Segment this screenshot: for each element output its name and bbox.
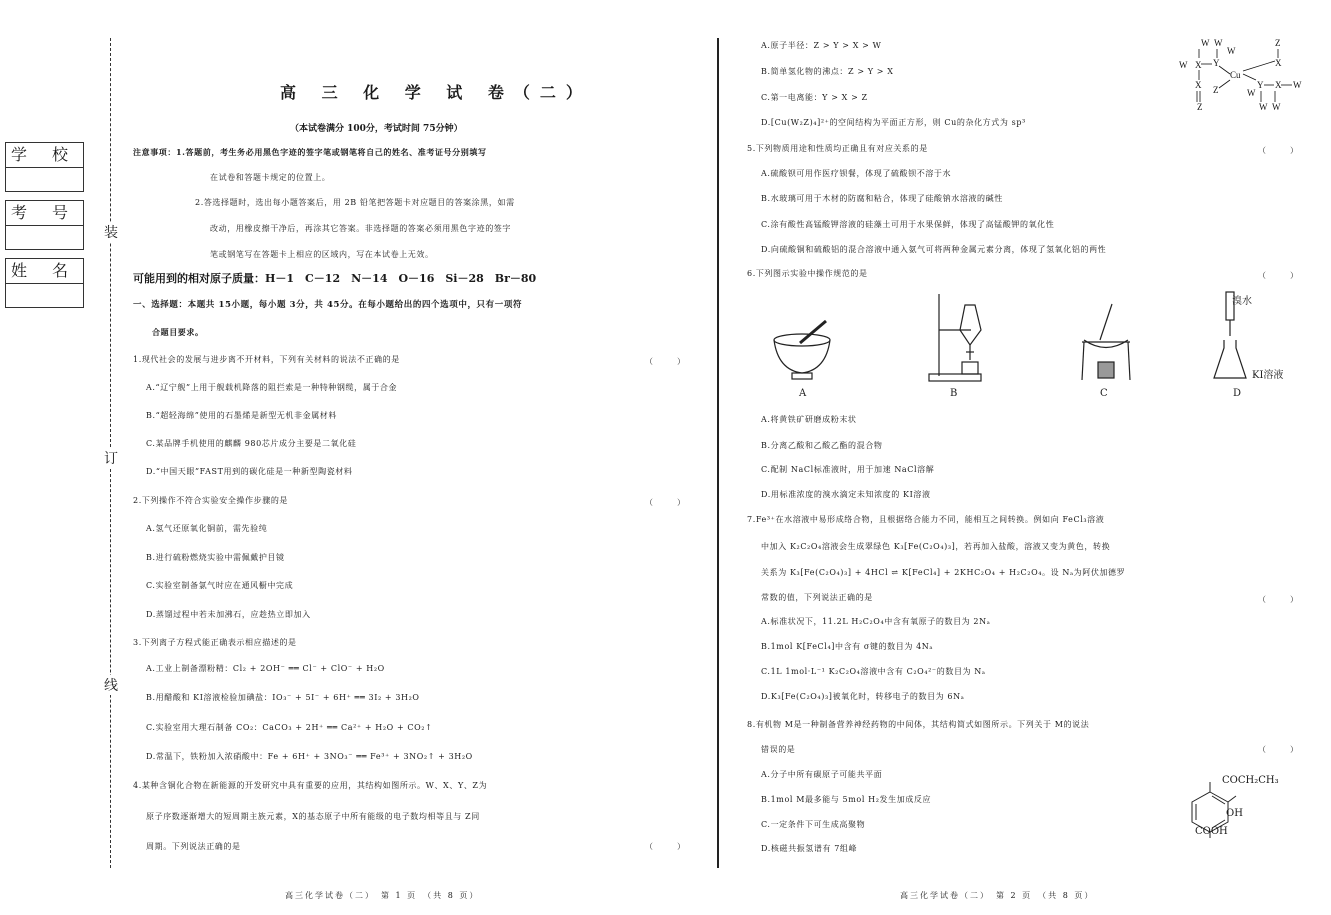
answer-paren-q2: （ ） <box>645 498 685 507</box>
ketone-group-label: COCH₂CH₃ <box>1222 775 1279 786</box>
atomic-masses: 可能用到的相对原子质量：H－1 C－12 N－14 O－16 Si－28 Br－80 <box>133 272 537 285</box>
q7-option-b: B.1mol K[FeCl₄]中含有 σ键的数目为 4Nₐ <box>761 642 934 651</box>
q1-option-b: B.“超轻海绵”使用的石墨烯是新型无机非金属材料 <box>146 411 337 420</box>
q7-option-d: D.K₃[Fe(C₂O₄)₃]被氧化时，转移电子的数目为 6Nₐ <box>761 692 965 701</box>
question-4-line-2: 原子序数逐渐增大的短周期主族元素，X的基态原子中所有能级的电子数均相等且与 Z同 <box>146 812 480 821</box>
q1-option-d: D.“中国天眼”FAST用到的碳化硅是一种新型陶瓷材料 <box>146 467 353 476</box>
exam-number-field <box>5 200 84 250</box>
q4-option-a: A.原子半径：Z > Y > X > W <box>761 41 882 50</box>
svg-text:X: X <box>1195 60 1202 70</box>
carboxyl-group-label: COOH <box>1195 826 1228 837</box>
figure-b-separatory-funnel <box>925 290 985 385</box>
copper-complex-structure <box>1175 36 1305 116</box>
svg-text:W: W <box>1179 60 1188 70</box>
q3-option-d: D.常温下，铁粉加入浓硝酸中：Fe + 6H⁺ + 3NO₃⁻ ══ Fe³⁺ + 3NO₂↑ + 3H₂O <box>146 752 473 761</box>
question-8-line-1: 8.有机物 M是一种制备营养神经药物的中间体，其结构简式如图所示。下列关于 M的说法 <box>747 720 1090 729</box>
q8-option-c: C.一定条件下可生成高聚物 <box>761 820 866 829</box>
svg-text:W: W <box>1259 102 1268 112</box>
note-1b: 在试卷和答题卡规定的位置上。 <box>210 173 331 182</box>
svg-text:Z: Z <box>1197 102 1203 112</box>
question-4-line-1: 4.某种含铜化合物在新能源的开发研究中具有重要的应用，其结构如图所示。W、X、Y、Z为 <box>133 781 488 790</box>
figure-c-label: C <box>1100 388 1109 399</box>
svg-text:W: W <box>1272 102 1281 112</box>
note-2a: 2.答选择题时，选出每小题答案后，用 2B 铅笔把答题卡对应题目的答案涂黑，如需 <box>195 198 515 207</box>
page-subtitle: （本试卷满分 100分，考试时间 75分钟） <box>290 124 463 134</box>
q2-option-a: A.氢气还原氧化铜前，需先验纯 <box>146 524 268 533</box>
question-3: 3.下列离子方程式能正确表示相应描述的是 <box>133 638 297 647</box>
note-1a: 注意事项：1.答题前，考生务必用黑色字迹的签字笔或钢笔将自己的姓名、准考证号分别填写 <box>133 147 487 157</box>
svg-text:Y: Y <box>1213 58 1220 68</box>
svg-text:Z: Z <box>1213 85 1219 95</box>
question-7-line-1: 7.Fe³⁺在水溶液中易形成络合物，且根据络合能力不同，能相互之间转换。例如向 FeCl₃溶液 <box>747 515 1105 524</box>
page-title: 高 三 化 学 试 卷（二） <box>280 83 592 102</box>
q5-option-a: A.硫酸钡可用作医疗钡餐，体现了硫酸钡不溶于水 <box>761 169 952 178</box>
answer-paren-q5: （ ） <box>1258 146 1298 155</box>
svg-text:X: X <box>1195 80 1202 90</box>
q4-option-b: B.简单氢化物的沸点：Z > Y > X <box>761 67 894 76</box>
q5-option-d: D.向硫酸铜和硫酸铝的混合溶液中通入氨气可将两种金属元素分离，体现了氢氧化铝的两性 <box>761 245 1107 254</box>
svg-text:W: W <box>1214 38 1223 48</box>
q3-option-c: C.实验室用大理石制备 CO₂：CaCO₃ + 2H⁺ ══ Ca²⁺ + H₂O + CO₂↑ <box>146 723 433 732</box>
section-1-heading: 一、选择题：本题共 15小题，每小题 3分，共 45分。在每小题给出的四个选项中，只有一项符 <box>133 300 523 310</box>
note-2b: 改动，用橡皮擦干净后，再涂其它答案。非选择题的答案必须用黑色字迹的签字 <box>210 224 511 233</box>
q1-option-a: A.“辽宁舰”上用于舰载机降落的阻拦索是一种特种钢缆，属于合金 <box>146 383 398 392</box>
svg-text:Z: Z <box>1275 38 1281 48</box>
name-field <box>5 258 84 308</box>
question-5: 5.下列物质用途和性质均正确且有对应关系的是 <box>747 144 928 153</box>
question-7-line-2: 中加入 K₂C₂O₄溶液会生成翠绿色 K₃[Fe(C₂O₄)₃]，若再加入盐酸，溶液又变为黄色，转换 <box>761 542 1111 551</box>
svg-text:Cu: Cu <box>1230 70 1241 80</box>
question-8-line-2: 错误的是 <box>761 745 796 754</box>
name-label: 姓 名 <box>6 259 83 284</box>
q6-option-c: C.配制 NaCl标准液时，用于加速 NaCl溶解 <box>761 465 935 474</box>
figure-c-evaporation <box>1076 300 1136 385</box>
binding-char-1: 装 <box>104 222 118 242</box>
bromine-water-label: 溴水 <box>1232 296 1252 307</box>
exam-number-label: 考 号 <box>6 201 83 226</box>
q6-option-a: A.将黄铁矿研磨成粉末状 <box>761 415 857 424</box>
svg-text:X: X <box>1275 58 1282 68</box>
q2-option-c: C.实验室制备氯气时应在通风橱中完成 <box>146 581 294 590</box>
page-divider <box>717 38 719 868</box>
question-1: 1.现代社会的发展与进步离不开材料，下列有关材料的说法不正确的是 <box>133 355 400 364</box>
footer-right: 高三化学试卷（二） 第 2 页 （共 8 页） <box>900 891 1095 900</box>
section-1-heading-2: 合题目要求。 <box>152 327 204 337</box>
question-6: 6.下列图示实验中操作规范的是 <box>747 269 868 278</box>
q6-option-b: B.分离乙酸和乙酸乙酯的混合物 <box>761 441 883 450</box>
school-label: 学 校 <box>6 143 83 168</box>
svg-text:W: W <box>1227 46 1236 56</box>
binding-char-3: 线 <box>104 675 118 695</box>
figure-d-label: D <box>1233 388 1242 399</box>
figure-a-label: A <box>799 388 807 399</box>
answer-paren-q7: （ ） <box>1258 595 1298 604</box>
figure-b-label: B <box>950 388 958 399</box>
q1-option-c: C.某品牌手机使用的麒麟 980芯片成分主要是二氧化硅 <box>146 439 357 448</box>
q3-option-a: A.工业上制备漂粉精：Cl₂ + 2OH⁻ ══ Cl⁻ + ClO⁻ + H₂O <box>146 664 385 673</box>
answer-paren-q8: （ ） <box>1258 745 1298 754</box>
q3-option-b: B.用醋酸和 KI溶液检验加碘盐：IO₃⁻ + 5I⁻ + 6H⁺ ══ 3I₂ + 3H₂O <box>146 693 420 702</box>
name-blank <box>6 284 83 307</box>
q2-option-b: B.进行硫粉燃烧实验中需佩戴护目镜 <box>146 553 285 562</box>
q7-option-a: A.标准状况下，11.2L H₂C₂O₄中含有氧原子的数目为 2Nₐ <box>761 617 991 626</box>
question-2: 2.下列操作不符合实验安全操作步骤的是 <box>133 496 289 505</box>
question-7-line-3: 关系为 K₃[Fe(C₂O₄)₃] + 4HCl ⇌ K[FeCl₄] + 2KHC₂O₄ + H₂C₂O₄。设 Nₐ为阿伏加德罗 <box>761 568 1126 577</box>
q8-option-a: A.分子中所有碳原子可能共平面 <box>761 770 883 779</box>
q8-option-d: D.核磁共振氢谱有 7组峰 <box>761 844 858 853</box>
svg-text:W: W <box>1201 38 1210 48</box>
answer-paren-q4: （ ） <box>645 842 685 851</box>
q4-option-d: D.[Cu(W₂Z)₄]²⁺的空间结构为平面正方形，则 Cu的杂化方式为 sp³ <box>761 118 1026 127</box>
q8-option-b: B.1mol M最多能与 5mol H₂发生加成反应 <box>761 795 932 804</box>
q5-option-b: B.水玻璃可用于木材的防腐和粘合，体现了硅酸钠水溶液的碱性 <box>761 194 1003 203</box>
school-field <box>5 142 84 192</box>
q4-option-c: C.第一电离能：Y > X > Z <box>761 93 868 102</box>
binding-char-2: 订 <box>104 448 118 468</box>
hydroxyl-group-label: OH <box>1226 808 1243 819</box>
answer-paren-q1: （ ） <box>645 357 685 366</box>
svg-text:Y: Y <box>1257 80 1264 90</box>
school-blank <box>6 168 83 191</box>
answer-paren-q6: （ ） <box>1258 271 1298 280</box>
q2-option-d: D.蒸馏过程中若未加沸石，应趁热立即加入 <box>146 610 311 619</box>
footer-left: 高三化学试卷（二） 第 1 页 （共 8 页） <box>285 891 480 900</box>
q6-option-d: D.用标准浓度的溴水滴定未知浓度的 KI溶液 <box>761 490 931 499</box>
question-7-line-4: 常数的值，下列说法正确的是 <box>761 593 873 602</box>
svg-text:W: W <box>1293 80 1302 90</box>
ki-solution-label: KI溶液 <box>1252 370 1284 381</box>
figure-a-mortar-pestle <box>770 315 835 385</box>
exam-number-blank <box>6 226 83 249</box>
svg-text:X: X <box>1275 80 1282 90</box>
svg-text:W: W <box>1247 88 1256 98</box>
question-4-line-3: 周期。下列说法正确的是 <box>146 842 241 851</box>
q5-option-c: C.涂有酸性高锰酸钾溶液的硅藻土可用于水果保鲜，体现了高锰酸钾的氧化性 <box>761 220 1055 229</box>
q7-option-c: C.1L 1mol·L⁻¹ K₂C₂O₄溶液中含有 C₂O₄²⁻的数目为 Nₐ <box>761 667 986 676</box>
note-2c: 笔或钢笔写在答题卡上相应的区域内，写在本试卷上无效。 <box>210 250 434 259</box>
